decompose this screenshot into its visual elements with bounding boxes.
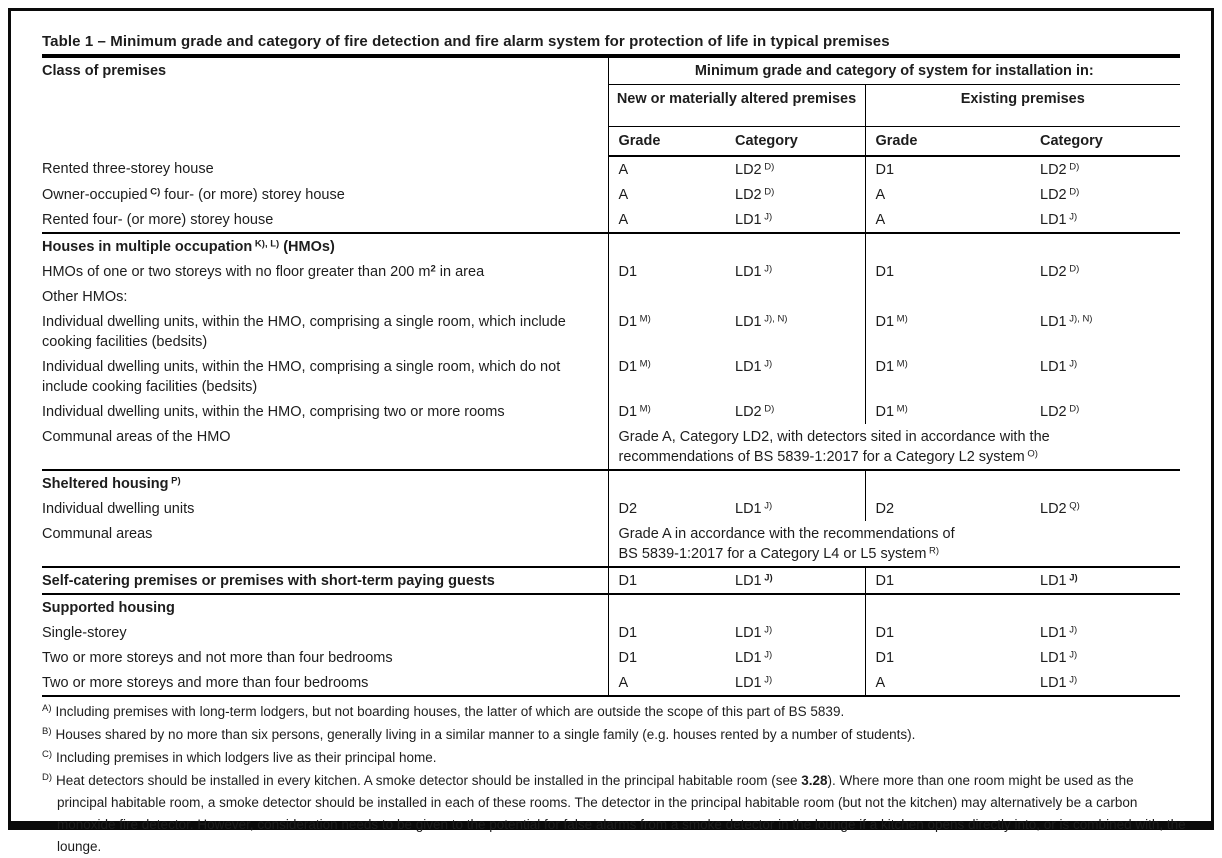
grade-new-cell: A: [618, 674, 629, 691]
footnote: [42, 701, 1187, 723]
category-new-cell: [735, 470, 865, 496]
category-existing-cell: [1040, 594, 1180, 620]
category-new-cell: LD1 $^{J)}$: [735, 624, 773, 641]
category-new-cell: LD2 $^{D)}$: [735, 186, 775, 203]
header-system-span: Minimum grade and category of system for installation in:: [608, 58, 1180, 85]
grade-new-cell: A: [618, 161, 629, 178]
premises-cell: Other HMOs:: [42, 284, 608, 309]
table-row: [42, 207, 1180, 233]
footnote-text: Heat detectors should be installed in every kitchen. A smoke detector should be installed in the principal habitable room (see: [56, 773, 802, 788]
span-note-line: recommendations of BS 5839-1:2017 for a Category L2 system $^{O)}$: [618, 448, 1038, 465]
premises-cell: Rented three-storey house: [42, 156, 608, 182]
grade-new-cell: [608, 233, 735, 259]
footnote-marker: B): [42, 726, 52, 737]
footnote-marker: C): [42, 749, 53, 760]
grade-existing-cell: A: [865, 207, 1040, 233]
category-new-cell: [735, 233, 865, 259]
category-existing-cell: LD1 $^{J)}$: [1040, 211, 1078, 228]
grade-existing-cell: A: [865, 670, 1040, 696]
section-row-sheltered-housing: [42, 470, 1180, 496]
premises-cell: Two or more storeys and more than four bedrooms: [42, 670, 608, 696]
category-existing-cell: [1040, 470, 1180, 496]
grade-existing-cell: [865, 284, 1040, 309]
category-existing-cell: LD2 $^{D)}$: [1040, 403, 1080, 420]
footnote-marker: D): [42, 772, 53, 783]
category-existing-cell: LD1 $^{J)}$: [1040, 358, 1078, 375]
footnote-text: Including premises with long-term lodgers, but not boarding houses, the latter of which are outside the scope of this part of BS 5839.: [55, 704, 845, 719]
footnote-text: Houses shared by no more than six persons, generally living in a similar manner to a single family (e.g. houses rented by a number of students).: [55, 727, 916, 742]
category-existing-cell: [1040, 233, 1180, 259]
span-note-cell: [608, 521, 1180, 567]
grade-new-cell: [608, 594, 735, 620]
grade-existing-cell: D1: [865, 259, 1040, 284]
category-existing-cell: LD1 $^{J), N)}$: [1040, 313, 1093, 330]
grade-existing-cell: D1 $^{M)}$: [865, 399, 1040, 424]
header-existing-premises: Existing premises: [865, 85, 1180, 127]
grade-existing-cell: D1: [865, 567, 1040, 594]
category-existing-cell: LD2 $^{D)}$: [1040, 186, 1080, 203]
footnote-text: ). Where more than one room might be used as the principal habitable room, a smoke detector should be installed in each of these rooms. The detector in the principal habitable room (but not the kitchen) may alternatively be a carbon monoxide fire detector. However, consideration needs to be given to the potential for false alarms from a smoke detector in the lounge if a kitchen opens directly into, or is combined with, the lounge.: [57, 773, 1186, 854]
span-note-line: Grade A, Category LD2, with detectors sited in accordance with the: [618, 428, 1050, 445]
category-new-cell: LD2 $^{D)}$: [735, 403, 775, 420]
grade-new-cell: D1 $^{M)}$: [618, 358, 651, 375]
category-new-cell: [735, 284, 865, 309]
table-row: [42, 399, 1180, 424]
document-title: Table 1 – Minimum grade and category of fire detection and fire alarm system for protection of life in typical premises: [42, 33, 1180, 58]
category-new-cell: [735, 594, 865, 620]
grade-new-cell: [608, 470, 735, 496]
fire-alarm-table: [42, 58, 1180, 697]
grade-existing-cell: D1 $^{M)}$: [865, 309, 1040, 354]
row-self-catering: [42, 567, 1180, 594]
grade-existing-cell: D2: [865, 496, 1040, 521]
page-content: [11, 11, 1211, 858]
header-new-premises: New or materially altered premises: [608, 85, 865, 127]
category-new-cell: LD1 $^{J)}$: [735, 649, 773, 666]
table-row: [42, 670, 1180, 696]
span-note-line: Grade A in accordance with the recommendations of: [618, 525, 955, 542]
footnotes: [42, 701, 1187, 858]
category-existing-cell: LD1 $^{J)}$: [1040, 674, 1078, 691]
premises-cell: Single-storey: [42, 620, 608, 645]
grade-new-cell: A: [618, 211, 629, 228]
table-row: [42, 156, 1180, 182]
grade-existing-cell: D1 $^{M)}$: [865, 354, 1040, 399]
premises-cell: Houses in multiple occupation $^{K), L)}$ (HMOs): [42, 233, 608, 259]
table-row: [42, 182, 1180, 207]
table-row: [42, 309, 1180, 354]
page-frame: [8, 8, 1214, 854]
footnote: [42, 747, 1187, 769]
table-row: [42, 645, 1180, 670]
premises-cell: Supported housing: [42, 594, 608, 620]
grade-new-cell: A: [618, 186, 629, 203]
table-row: [42, 284, 1180, 309]
header-category-existing: Category: [1040, 127, 1180, 157]
grade-existing-cell: A: [865, 182, 1040, 207]
table-row: [42, 259, 1180, 284]
category-new-cell: LD1 $^{J)}$: [735, 263, 773, 280]
grade-new-cell: D1: [618, 649, 638, 666]
span-note-cell: [608, 424, 1180, 470]
table-row: [42, 521, 1180, 567]
grade-existing-cell: D1: [865, 620, 1040, 645]
category-existing-cell: LD2 $^{D)}$: [1040, 161, 1080, 178]
category-existing-cell: LD2 $^{Q)}$: [1040, 500, 1080, 517]
premises-cell: Rented four- (or more) storey house: [42, 207, 608, 233]
grade-new-cell: D2: [618, 500, 638, 517]
category-new-cell: LD1 $^{J)}$: [735, 211, 773, 228]
section-row-hmos: [42, 233, 1180, 259]
category-existing-cell: LD2 $^{D)}$: [1040, 263, 1080, 280]
premises-cell: Communal areas: [42, 521, 608, 567]
category-new-cell: LD1 $^{J)}$: [735, 674, 773, 691]
premises-cell: Two or more storeys and not more than four bedrooms: [42, 645, 608, 670]
table-row: [42, 620, 1180, 645]
table-row: [42, 354, 1180, 399]
header-class-of-premises: Class of premises: [42, 58, 608, 156]
premises-cell: Communal areas of the HMO: [42, 424, 608, 470]
premises-cell: Owner-occupied $^{C)}$ four- (or more) storey house: [42, 182, 608, 207]
category-existing-cell: [1040, 284, 1180, 309]
header-grade-new: Grade: [608, 127, 735, 157]
premises-cell: Individual dwelling units: [42, 496, 608, 521]
premises-cell: Individual dwelling units, within the HMO, comprising a single room, which do not include cooking facilities (bedsits): [42, 354, 608, 399]
grade-new-cell: D1: [608, 567, 735, 594]
premises-cell: Individual dwelling units, within the HMO, comprising a single room, which include cooking facilities (bedsits): [42, 309, 608, 354]
header-grade-existing: Grade: [865, 127, 1040, 157]
section-row-supported-housing: [42, 594, 1180, 620]
category-existing-cell: LD1 $^{J)}$: [1040, 649, 1078, 666]
table-row: [42, 496, 1180, 521]
footnote-bold-ref: 3.28: [801, 773, 828, 788]
footnote-text: Including premises in which lodgers live as their principal home.: [56, 750, 437, 765]
category-existing-cell: LD1 $^{J)}$: [1040, 567, 1180, 594]
header-category-new: Category: [735, 127, 865, 157]
grade-existing-cell: [865, 233, 1040, 259]
grade-new-cell: D1: [618, 263, 638, 280]
span-note-line: BS 5839-1:2017 for a Category L4 or L5 system $^{R)}$: [618, 545, 940, 562]
grade-existing-cell: D1: [865, 645, 1040, 670]
footnote: [42, 724, 1187, 746]
premises-cell: Individual dwelling units, within the HMO, comprising two or more rooms: [42, 399, 608, 424]
category-existing-cell: LD1 $^{J)}$: [1040, 624, 1078, 641]
category-new-cell: LD2 $^{D)}$: [735, 161, 775, 178]
premises-cell: Sheltered housing $^{P)}$: [42, 470, 608, 496]
premises-cell: HMOs of one or two storeys with no floor greater than 200 $m^2$ in area: [42, 259, 608, 284]
header-row-1: [42, 58, 1180, 85]
premises-cell: Self-catering premises or premises with short-term paying guests: [42, 567, 608, 594]
footnote-marker: A): [42, 703, 52, 714]
grade-new-cell: [608, 284, 735, 309]
grade-existing-cell: [865, 470, 1040, 496]
category-new-cell: LD1 $^{J), N)}$: [735, 313, 788, 330]
category-new-cell: LD1 $^{J)}$: [735, 358, 773, 375]
grade-new-cell: D1 $^{M)}$: [618, 403, 651, 420]
grade-existing-cell: D1: [865, 156, 1040, 182]
footnote: [42, 770, 1187, 858]
table-row: [42, 424, 1180, 470]
grade-new-cell: D1 $^{M)}$: [618, 313, 651, 330]
category-new-cell: LD1 $^{J)}$: [735, 500, 773, 517]
category-new-cell: LD1 $^{J)}$: [735, 567, 865, 594]
grade-new-cell: D1: [618, 624, 638, 641]
grade-existing-cell: [865, 594, 1040, 620]
